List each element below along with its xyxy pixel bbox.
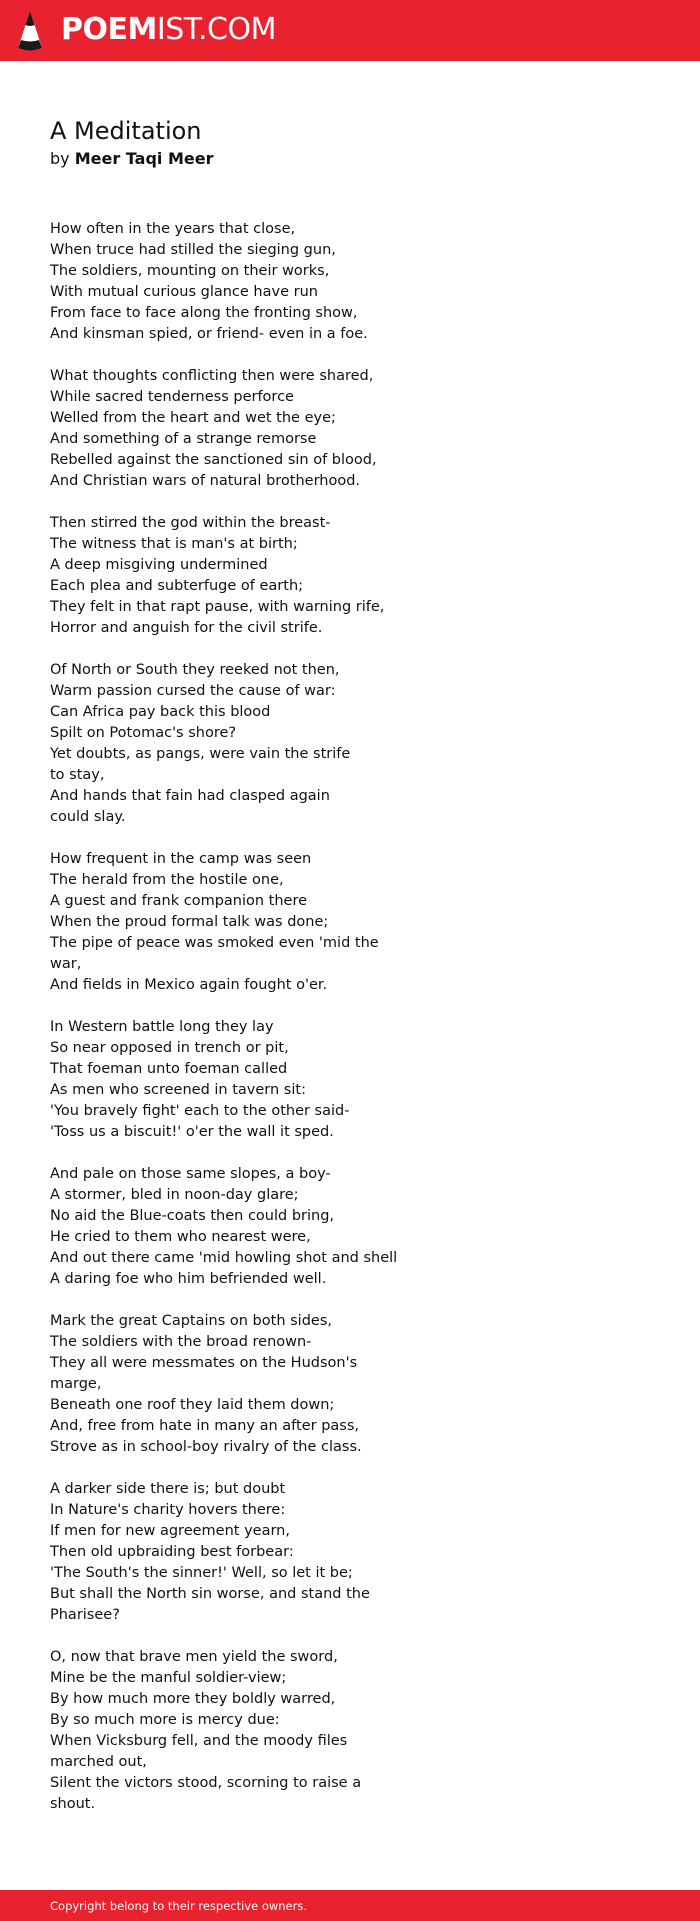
poem-line: When the proud formal talk was done; (50, 914, 329, 930)
poem-line: war, (50, 956, 82, 972)
poem-line: Horror and anguish for the civil strife. (50, 620, 323, 636)
poem-line: marched out, (50, 1754, 147, 1770)
poem-line: Strove as in school-boy rivalry of the class. (50, 1439, 362, 1455)
stanza (50, 1164, 650, 1290)
poem-line: A deep misgiving undermined (50, 557, 268, 573)
poem-line: 'You bravely fight' each to the other said- (50, 1103, 350, 1119)
stanza (50, 1017, 650, 1143)
poem-line: A darker side there is; but doubt (50, 1481, 286, 1497)
poem-line: By so much more is mercy due: (50, 1712, 280, 1728)
poem-line: Mark the great Captains on both sides, (50, 1313, 332, 1329)
stanza (50, 1479, 650, 1626)
poem-line: They felt in that rapt pause, with warning rife, (50, 599, 385, 615)
poem-line: The pipe of peace was smoked even 'mid the (50, 935, 379, 951)
poem-line: And pale on those same slopes, a boy- (50, 1166, 331, 1182)
poem-line: Yet doubts, as pangs, were vain the strife (50, 746, 351, 762)
site-header (0, 0, 700, 61)
poem-line: Spilt on Potomac's shore? (50, 725, 237, 741)
poem-line: O, now that brave men yield the sword, (50, 1649, 338, 1665)
poem-line: He cried to them who nearest were, (50, 1229, 311, 1245)
poem-line: The witness that is man's at birth; (50, 536, 298, 552)
poem-line: In Nature's charity hovers there: (50, 1502, 286, 1518)
by-prefix: by (50, 149, 70, 168)
poem-line: to stay, (50, 767, 105, 783)
poem-body (50, 219, 650, 1836)
poem-line: They all were messmates on the Hudson's (50, 1355, 358, 1371)
poem-line: And out there came 'mid howling shot and shell (50, 1250, 398, 1266)
poem-line: And something of a strange remorse (50, 431, 317, 447)
poem-line: Then stirred the god within the breast- (50, 515, 331, 531)
stanza (50, 660, 650, 828)
poem-line: shout. (50, 1796, 96, 1812)
poem-line: 'The South's the sinner!' Well, so let it be; (50, 1565, 353, 1581)
poem-line: With mutual curious glance have run (50, 284, 318, 300)
poem-line: And fields in Mexico again fought o'er. (50, 977, 328, 993)
poem-line: And Christian wars of natural brotherhood. (50, 473, 361, 489)
poem-line: No aid the Blue-coats then could bring, (50, 1208, 335, 1224)
poem-line: Mine be the manful soldier-view; (50, 1670, 287, 1686)
poem-line: From face to face along the fronting show, (50, 305, 358, 321)
poem-line: While sacred tenderness perforce (50, 389, 294, 405)
poem-line: marge, (50, 1376, 102, 1392)
poem-line: When truce had stilled the sieging gun, (50, 242, 336, 258)
poem-line: Beneath one roof they laid them down; (50, 1397, 335, 1413)
logo-bold-text: POEM (61, 12, 157, 47)
poem-byline (50, 148, 213, 170)
poem-line: When Vicksburg fell, and the moody files (50, 1733, 348, 1749)
poem-line: In Western battle long they lay (50, 1019, 274, 1035)
poem-line: Welled from the heart and wet the eye; (50, 410, 336, 426)
poem-line: 'Toss us a biscuit!' o'er the wall it sped. (50, 1124, 334, 1140)
author-name: Meer Taqi Meer (74, 149, 214, 168)
poem-line: And, free from hate in many an after pass, (50, 1418, 359, 1434)
stanza (50, 366, 650, 492)
poem-title: A Meditation (50, 117, 202, 145)
poem-line: And hands that fain had clasped again (50, 788, 330, 804)
poem-line: The herald from the hostile one, (50, 872, 284, 888)
poem-line: And kinsman spied, or friend- even in a foe. (50, 326, 368, 342)
poem-line: A stormer, bled in noon-day glare; (50, 1187, 299, 1203)
poem-line: Of North or South they reeked not then, (50, 662, 340, 678)
copyright-text: Copyright belong to their respective owners. (50, 1899, 308, 1913)
stanza (50, 219, 650, 345)
poem-line: The soldiers, mounting on their works, (50, 263, 330, 279)
poem-line: What thoughts conflicting then were shared, (50, 368, 374, 384)
site-footer (0, 1890, 700, 1921)
poem-line: Can Africa pay back this blood (50, 704, 271, 720)
poem-line: The soldiers with the broad renown- (50, 1334, 312, 1350)
poem-line: Warm passion cursed the cause of war: (50, 683, 336, 699)
site-logo[interactable] (61, 10, 276, 50)
poem-line: How often in the years that close, (50, 221, 296, 237)
stanza (50, 1311, 650, 1458)
poem-line: could slay. (50, 809, 126, 825)
pencil-tip-icon[interactable] (17, 10, 43, 52)
poem-line: Rebelled against the sanctioned sin of blood, (50, 452, 377, 468)
poem-line: Each plea and subterfuge of earth; (50, 578, 304, 594)
stanza (50, 1647, 650, 1815)
poem-line: As men who screened in tavern sit: (50, 1082, 306, 1098)
poem-line: Pharisee? (50, 1607, 120, 1623)
poem-line: If men for new agreement yearn, (50, 1523, 290, 1539)
logo-light-text: IST.COM (156, 12, 276, 47)
poem-line: A guest and frank companion there (50, 893, 308, 909)
poem-line: By how much more they boldly warred, (50, 1691, 336, 1707)
poem-line: So near opposed in trench or pit, (50, 1040, 289, 1056)
stanza (50, 849, 650, 996)
poem-line: How frequent in the camp was seen (50, 851, 312, 867)
stanza (50, 513, 650, 639)
poem-line: A daring foe who him befriended well. (50, 1271, 327, 1287)
poem-line: That foeman unto foeman called (50, 1061, 288, 1077)
poem-line: But shall the North sin worse, and stand the (50, 1586, 370, 1602)
poem-line: Then old upbraiding best forbear: (50, 1544, 294, 1560)
poem-line: Silent the victors stood, scorning to raise a (50, 1775, 362, 1791)
